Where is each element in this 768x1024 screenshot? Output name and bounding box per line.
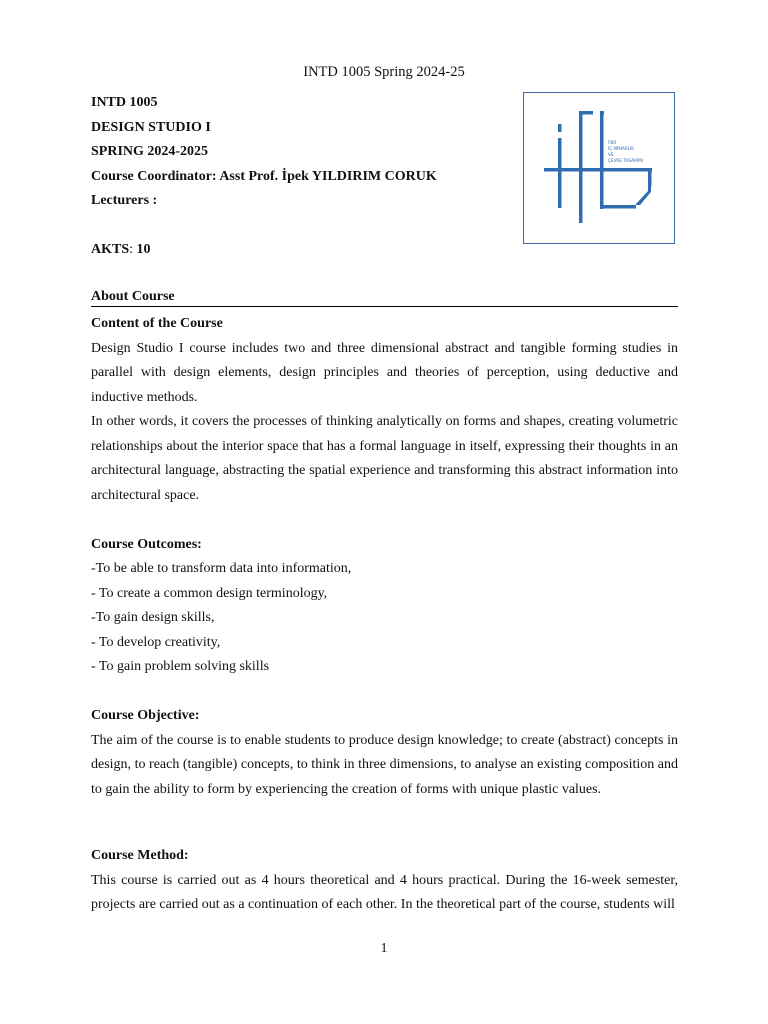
akts-separator: : <box>129 242 134 257</box>
course-name: DESIGN STUDIO I <box>91 119 211 135</box>
course-code: INTD 1005 <box>91 95 158 110</box>
department-logo-icon <box>524 93 673 242</box>
page-number: 1 <box>380 941 388 956</box>
course-objective-heading: Course Objective: <box>91 708 200 723</box>
method-paragraph: This course is carried out as 4 hours theoretical and 4 hours practical. During the 16-week semester, projects are carried out as a continuation of each other. In the theoretical part of the course, students will <box>91 872 678 912</box>
akts-line <box>91 238 437 263</box>
content-paragraph-2: In other words, it covers the processes of thinking analytically on forms and shapes, creating volumetric relationships about the interior space that has a formal language in itself, expressing their thoughts in an architectural language, abstracting the spatial experience and transforming this abstract information into architectural space. <box>91 414 678 503</box>
outcome-item: -To be able to transform data into information, <box>91 561 352 576</box>
about-course-heading: About Course <box>91 287 678 307</box>
logo-text-1: FBÜ <box>608 140 617 145</box>
department-logo <box>523 92 675 244</box>
logo-text-4: ÇEVRE TASARIMI <box>608 158 644 163</box>
lecturers-label: Lecturers : <box>91 193 158 208</box>
content-paragraph-1: Design Studio I course includes two and three dimensional abstract and tangible forming studies in parallel with design elements, design principles and theories of perception, using deductive and inductive methods. <box>91 340 678 405</box>
content-of-course-heading: Content of the Course <box>91 316 223 331</box>
course-info-block <box>91 91 437 263</box>
akts-label: AKTS <box>91 242 130 257</box>
outcome-item: -To gain design skills, <box>91 610 215 625</box>
objective-paragraph: The aim of the course is to enable students to produce design knowledge; to create (abstract) concepts in design, to reach (tangible) concepts, to think in three dimensions, to analyse an existing composition and to gain the ability to form by experiencing the creation of forms with unique plastic values. <box>91 732 678 797</box>
akts-value: 10 <box>133 242 151 257</box>
course-coordinator: Course Coordinator: Asst Prof. İpek YILDIRIM CORUK <box>91 168 437 184</box>
course-term: SPRING 2024-2025 <box>91 144 209 159</box>
page-header-title: INTD 1005 Spring 2024-25 <box>303 64 465 80</box>
course-method-heading: Course Method: <box>91 848 189 863</box>
logo-text-2: İÇ MİMARLIK <box>608 146 635 151</box>
outcome-item: - To develop creativity, <box>91 634 221 650</box>
outcome-item: - To create a common design terminology, <box>91 585 328 601</box>
logo-text-3: VE <box>608 152 614 157</box>
course-outcomes-heading: Course Outcomes: <box>91 536 202 552</box>
outcome-item: - To gain problem solving skills <box>91 659 270 674</box>
document-content <box>91 287 678 918</box>
